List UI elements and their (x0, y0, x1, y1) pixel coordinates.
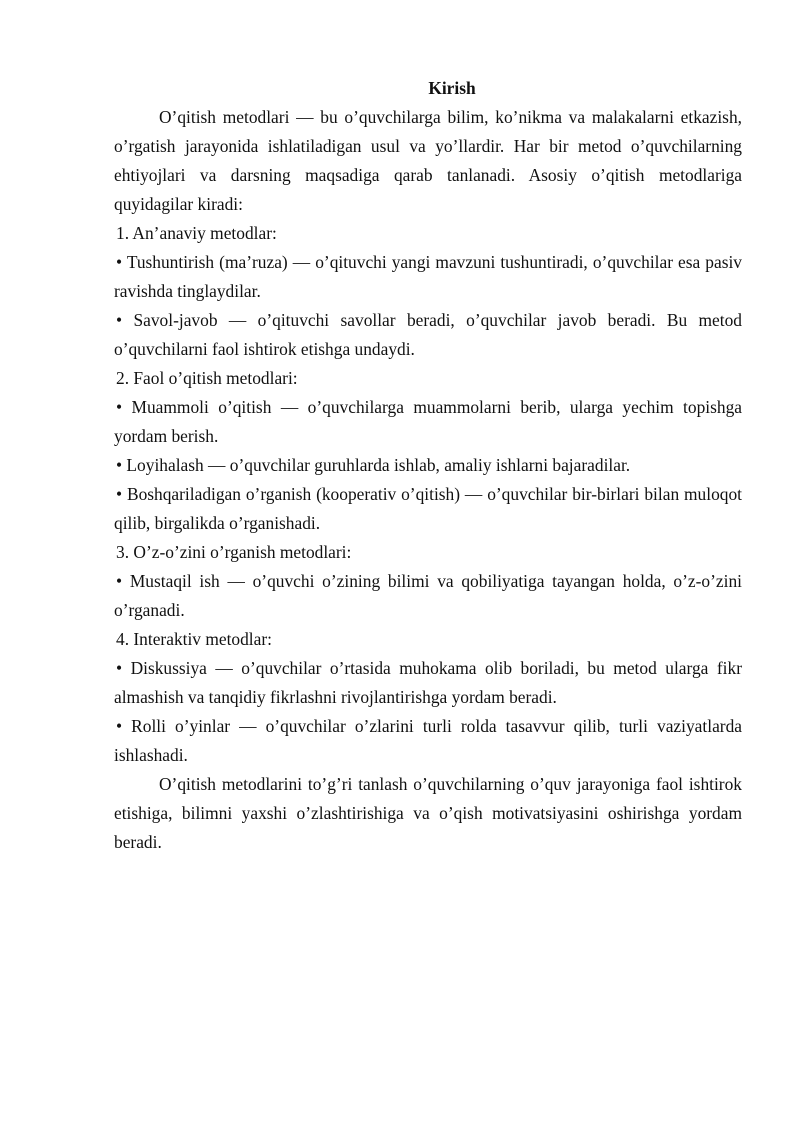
section-heading: 2. Faol o’qitish metodlari: (116, 368, 298, 388)
list-item: • Mustaqil ish — o’quvchi o’zining bilimi va qobiliyatiga tayangan holda, o’z-o’zini o’rganadi. (114, 571, 742, 620)
list-item: • Muammoli o’qitish — o’quvchilarga muammolarni berib, ularga yechim topishga yordam berish. (114, 397, 742, 446)
section-heading: 1. An’anaviy metodlar: (116, 223, 277, 243)
conclusion-paragraph: O’qitish metodlarini to’g’ri tanlash o’quvchilarning o’quv jarayoniga faol ishtirok etishiga, bilimni yaxshi o’zlashtirishiga va o’qish motivatsiyasini oshirishga yordam beradi. (114, 774, 742, 852)
section-traditional (114, 219, 742, 364)
page-title: Kirish (428, 78, 476, 98)
list-item: • Tushuntirish (ma’ruza) — o’qituvchi yangi mavzuni tushuntiradi, o’quvchilar esa pasiv ravishda tinglaydilar. (114, 252, 742, 301)
section-interactive (114, 625, 742, 770)
intro-paragraph: O’qitish metodlari — bu o’quvchilarga bilim, ko’nikma va malakalarni etkazish, o’rgatish jarayonida ishlatiladigan usul va yo’llardir. Har bir metod o’quvchilarning ehtiyojlari va darsning maqsadiga qarab tanlanadi. Asosiy o’qitish metodlariga quyidagilar kiradi: (114, 107, 742, 214)
section-self-study (114, 538, 742, 625)
list-item: • Loyihalash — o’quvchilar guruhlarda ishlab, amaliy ishlarni bajaradilar. (116, 455, 631, 475)
list-item: • Boshqariladigan o’rganish (kooperativ o’qitish) — o’quvchilar bir-birlari bilan muloqot qilib, birgalikda o’rganishadi. (114, 484, 742, 533)
section-active (114, 364, 742, 538)
list-item: • Diskussiya — o’quvchilar o’rtasida muhokama olib boriladi, bu metod ularga fikr almashish va tanqidiy fikrlashni rivojlantirishga yordam beradi. (114, 658, 742, 707)
section-heading: 3. O’z-o’zini o’rganish metodlari: (116, 542, 352, 562)
list-item: • Rolli o’yinlar — o’quvchilar o’zlarini turli rolda tasavvur qilib, turli vaziyatlarda ishlashadi. (114, 716, 742, 765)
document-body (114, 74, 742, 857)
list-item: • Savol-javob — o’qituvchi savollar beradi, o’quvchilar javob beradi. Bu metod o’quvchilarni faol ishtirok etishga undaydi. (114, 310, 742, 359)
section-heading: 4. Interaktiv metodlar: (116, 629, 272, 649)
